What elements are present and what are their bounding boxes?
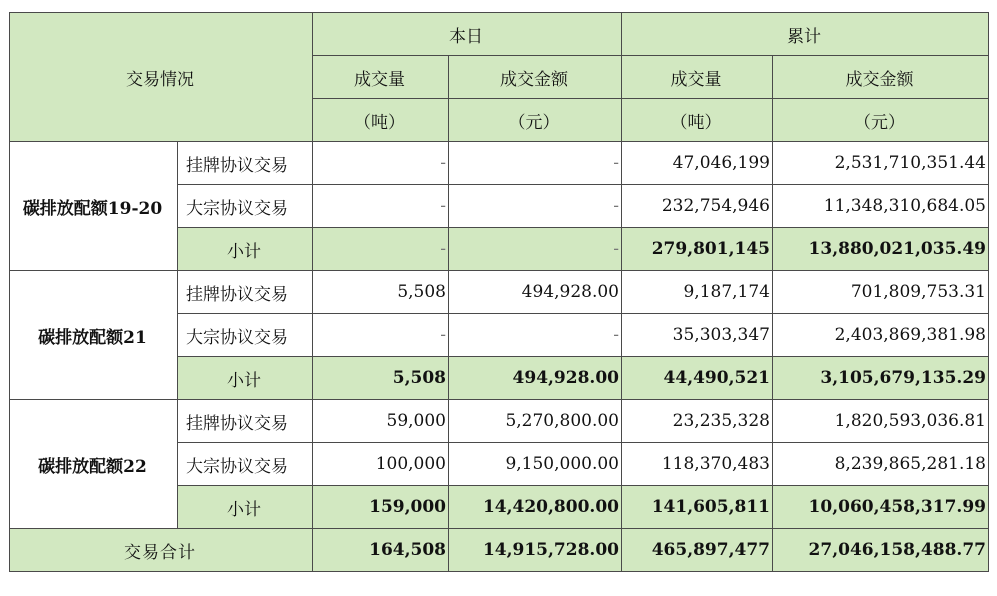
cum-volume-cell: 232,754,946: [622, 185, 773, 228]
header-cum-amount-unit: （元）: [773, 99, 989, 142]
subtotal-today-amount: 14,420,800.00: [449, 486, 622, 529]
header-row-top: [10, 13, 989, 56]
header-today-volume-unit: （吨）: [313, 99, 449, 142]
cum-volume-cell: 23,235,328: [622, 400, 773, 443]
today-volume-cell: 100,000: [313, 443, 449, 486]
cum-volume-cell: 9,187,174: [622, 271, 773, 314]
table-row: [10, 400, 989, 443]
total-label: 交易合计: [10, 529, 313, 572]
group-label: 碳排放配额19-20: [10, 142, 178, 271]
total-cum-amount: 27,046,158,488.77: [773, 529, 989, 572]
header-cum-volume: 成交量: [622, 56, 773, 99]
today-amount-cell: -: [449, 185, 622, 228]
cum-volume-cell: 47,046,199: [622, 142, 773, 185]
subtotal-cum-amount: 10,060,458,317.99: [773, 486, 989, 529]
trade-summary-table-container: [9, 12, 989, 572]
today-volume-cell: 59,000: [313, 400, 449, 443]
group-label: 碳排放配额22: [10, 400, 178, 529]
trade-type-cell: 挂牌协议交易: [178, 271, 313, 314]
total-row: [10, 529, 989, 572]
today-volume-cell: -: [313, 185, 449, 228]
today-amount-cell: 9,150,000.00: [449, 443, 622, 486]
subtotal-label: 小计: [178, 228, 313, 271]
subtotal-label: 小计: [178, 486, 313, 529]
cum-amount-cell: 2,531,710,351.44: [773, 142, 989, 185]
trade-type-cell: 大宗协议交易: [178, 314, 313, 357]
today-amount-cell: 5,270,800.00: [449, 400, 622, 443]
today-amount-cell: -: [449, 142, 622, 185]
today-amount-cell: 494,928.00: [449, 271, 622, 314]
subtotal-cum-amount: 13,880,021,035.49: [773, 228, 989, 271]
subtotal-cum-volume: 44,490,521: [622, 357, 773, 400]
cum-amount-cell: 1,820,593,036.81: [773, 400, 989, 443]
header-today-amount: 成交金额: [449, 56, 622, 99]
today-volume-cell: 5,508: [313, 271, 449, 314]
cum-amount-cell: 8,239,865,281.18: [773, 443, 989, 486]
group-label: 碳排放配额21: [10, 271, 178, 400]
table-row: [10, 142, 989, 185]
total-today-volume: 164,508: [313, 529, 449, 572]
subtotal-cum-amount: 3,105,679,135.29: [773, 357, 989, 400]
total-today-amount: 14,915,728.00: [449, 529, 622, 572]
trade-type-cell: 大宗协议交易: [178, 443, 313, 486]
subtotal-today-volume: 159,000: [313, 486, 449, 529]
trade-summary-table: [9, 12, 989, 572]
cum-amount-cell: 701,809,753.31: [773, 271, 989, 314]
subtotal-today-amount: 494,928.00: [449, 357, 622, 400]
total-cum-volume: 465,897,477: [622, 529, 773, 572]
table-row: [10, 271, 989, 314]
trade-type-cell: 大宗协议交易: [178, 185, 313, 228]
header-cumulative: 累计: [622, 13, 989, 56]
trade-type-cell: 挂牌协议交易: [178, 400, 313, 443]
header-cum-amount: 成交金额: [773, 56, 989, 99]
today-amount-cell: -: [449, 314, 622, 357]
trade-type-cell: 挂牌协议交易: [178, 142, 313, 185]
subtotal-cum-volume: 279,801,145: [622, 228, 773, 271]
subtotal-today-volume: 5,508: [313, 357, 449, 400]
header-today: 本日: [313, 13, 622, 56]
header-cum-volume-unit: （吨）: [622, 99, 773, 142]
cum-amount-cell: 11,348,310,684.05: [773, 185, 989, 228]
header-today-amount-unit: （元）: [449, 99, 622, 142]
today-volume-cell: -: [313, 314, 449, 357]
header-today-volume: 成交量: [313, 56, 449, 99]
cum-volume-cell: 118,370,483: [622, 443, 773, 486]
subtotal-today-amount: -: [449, 228, 622, 271]
subtotal-cum-volume: 141,605,811: [622, 486, 773, 529]
cum-amount-cell: 2,403,869,381.98: [773, 314, 989, 357]
today-volume-cell: -: [313, 142, 449, 185]
header-corner: 交易情况: [10, 13, 313, 142]
subtotal-today-volume: -: [313, 228, 449, 271]
subtotal-label: 小计: [178, 357, 313, 400]
cum-volume-cell: 35,303,347: [622, 314, 773, 357]
